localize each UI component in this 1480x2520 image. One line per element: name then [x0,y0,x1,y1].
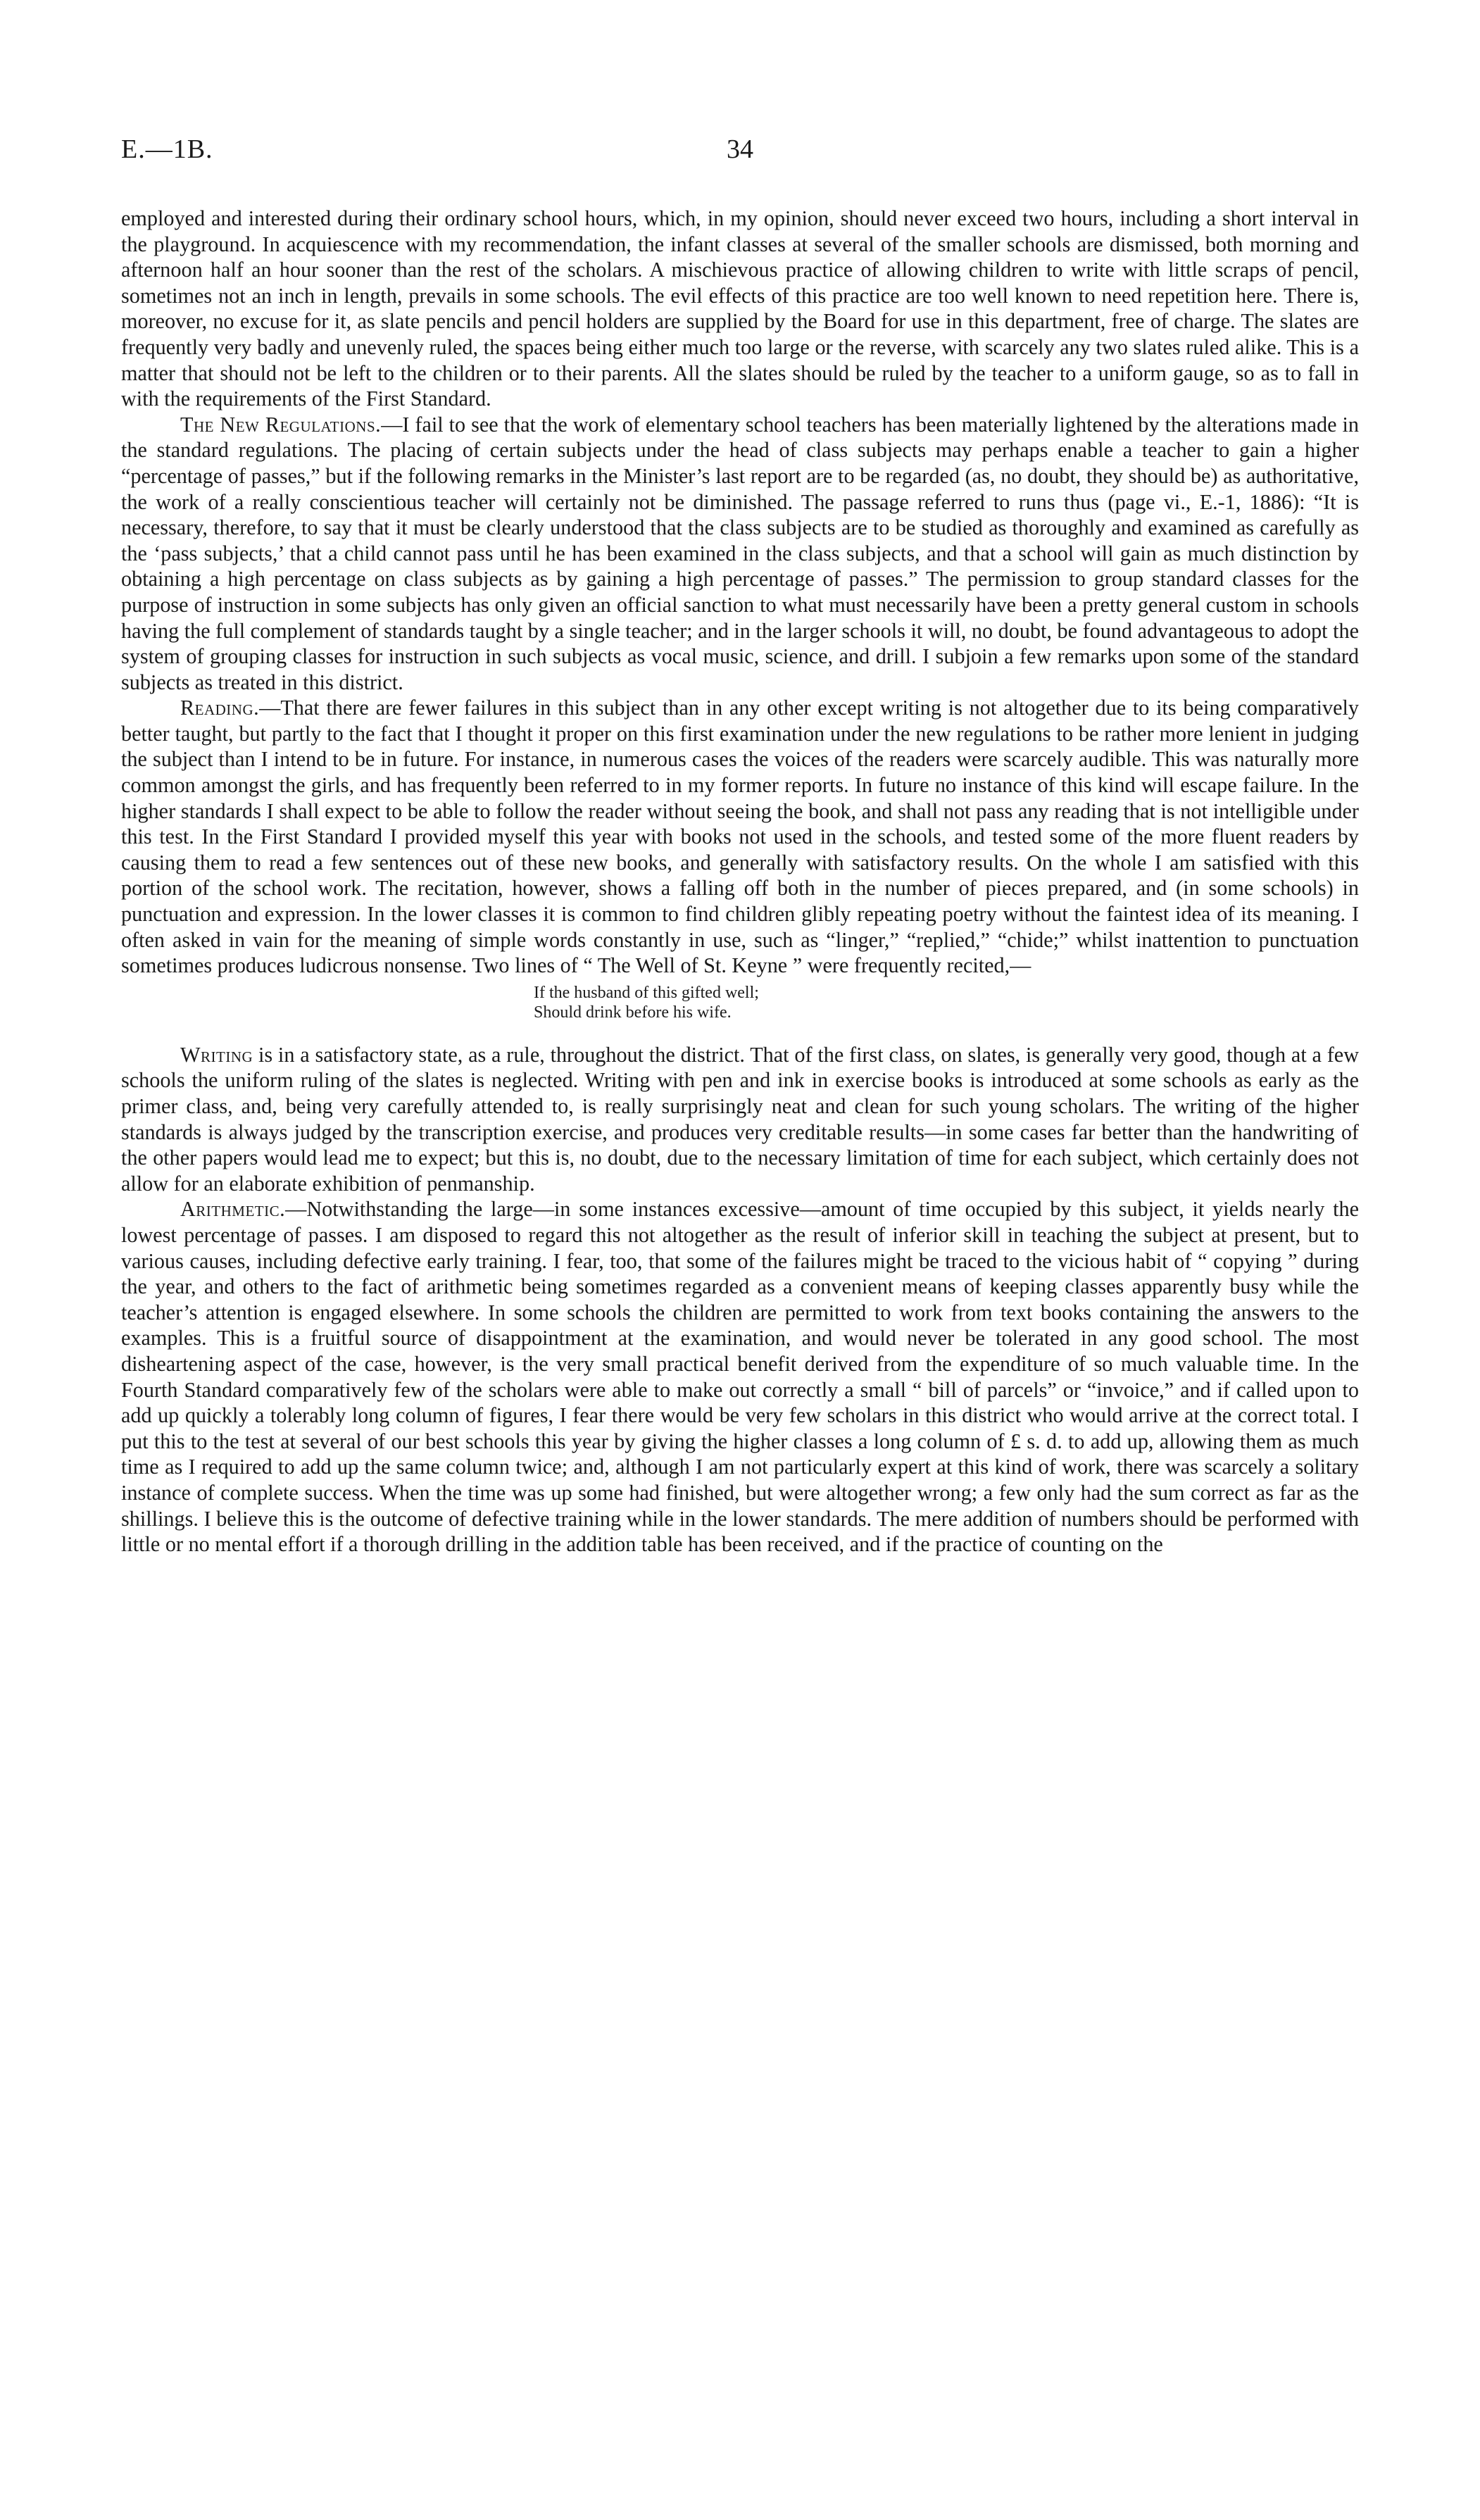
paragraph-arithmetic [121,1196,1359,1557]
paragraph-writing [121,1042,1359,1197]
paragraph-infant-classes [121,206,1359,412]
section-heading-reading: Reading. [180,696,260,720]
paragraph-new-regulations [121,412,1359,696]
report-body [121,206,1359,1557]
verse-line: Should drink before his wife. [534,1003,732,1022]
paragraph-text: employed and interested during their ordinary school hours, which, in my opinion, should never exceed two hours, including a short interval in the playground. In acquiescence with my recommendation, the infant classes at several of the smaller schools are dismissed, both morning and afternoon half an hour sooner than the rest of the scholars. A mischievous practice of allowing children to write with little scraps of pencil, sometimes not an inch in length, prevails in some schools. The evil effects of this practice are too well known to need repetition here. There is, moreover, no excuse for it, as slate pencils and pencil holders are supplied by the Board for use in this department, free of charge. The slates are frequently very badly and unevenly ruled, the spaces being either much too large or the reverse, with scarcely any two slates ruled alike. This is a matter that should not be left to the children or to their parents. All the slates should be ruled by the teacher to a uniform gauge, so as to fall in with the requirements of the First Standard. [121,206,1359,411]
verse-line: If the husband of this gifted well; [534,983,759,1002]
paragraph-reading [121,695,1359,979]
paragraph-text: is in a satisfactory state, as a rule, throughout the district. That of the first class, on slates, is generally very good, though at a few schools the uniform ruling of the slates is neglected. Writing with pen and ink in exercise books is introduced at some schools as early as the primer class, and, being very carefully attended to, is really surprisingly neat and clean for such young scholars. The writing of the higher standards is always judged by the transcription exercise, and produces very creditable results—in some cases far better than the handwriting of the other papers would lead me to expect; but this is, no doubt, due to the necessary limitation of time for each subject, which certainly does not allow for an elaborate exhibition of penmanship. [121,1042,1359,1196]
section-heading-new-regulations: The New Regulations. [180,412,382,437]
paragraph-text: —That there are fewer failures in this subject than in any other except writing is not altogether due to its being comparatively better taught, but partly to the fact that I thought it proper on this first examination under the new regulations to be rather more lenient in judging the subject than I intend to be in future. For instance, in numerous cases the voices of the readers were scarcely audible. This was naturally more common amongst the girls, and has frequently been referred to in my former reports. In future no instance of this kind will escape failure. In the higher standards I shall expect to be able to follow the reader without seeing the book, and shall not pass any reading that is not intelligible under this test. In the First Standard I provided myself this year with books not used in the schools, and tested some of the more fluent readers by causing them to read a few sentences out of these new books, and generally with satisfactory results. On the whole I am satisfied with this portion of the school work. The recitation, however, shows a falling off both in the number of pieces prepared, and (in some schools) in punctuation and expression. In the lower classes it is common to find children glibly repeating poetry without the faintest idea of its meaning. I often asked in vain for the meaning of simple words constantly in use, such as “linger,” “replied,” “chide;” whilst inattention to punctuation sometimes produces ludicrous nonsense. Two lines of “ The Well of St. Keyne ” were frequently recited,— [121,696,1359,978]
quoted-verse [121,983,1359,1022]
paragraph-text: —Notwithstanding the large—in some instances excessive—amount of time occupied by this subject, it yields nearly the lowest percentage of passes. I am disposed to regard this not altogether as the result of inferior skill in teaching the subject at present, but to various causes, including defective early training. I fear, too, that some of the failures might be traced to the vicious habit of “ copying ” during the year, and others to the fact of arithmetic being sometimes regarded as a convenient means of keeping classes apparently busy while the teacher’s attention is engaged elsewhere. In some schools the children are permitted to work from text books containing the answers to the examples. This is a fruitful source of disappointment at the examination, and would never be tolerated in any good school. The most disheartening aspect of the case, however, is the very small practical benefit derived from the expenditure of so much valuable time. In the Fourth Standard comparatively few of the scholars were able to make out correctly a small “ bill of parcels” or “invoice,” and if called upon to add up quickly a tolerably long column of figures, I fear there would be very few scholars in this district who would arrive at the correct total. I put this to the test at several of our best schools this year by giving the higher classes a long column of £ s. d. to add up, allowing them as much time as I required to add up the same column twice; and, although I am not particularly expert at this kind of work, there was scarcely a solitary instance of complete success. When the time was up some had finished, but were altogether wrong; a few only had the sum correct as far as the shillings. I believe this is the outcome of defective training while in the lower standards. The mere addition of numbers should be performed with little or no mental effort if a thorough drilling in the addition table has been received, and if the practice of counting on the [121,1197,1359,1557]
page-header [121,134,1359,176]
page-number: 34 [727,134,753,164]
section-heading-writing: Writing [180,1042,253,1067]
paragraph-text: —I fail to see that the work of elementary school teachers has been materially lightened by the alterations made in the standard regulations. The placing of certain subjects under the head of class subjects may perhaps enable a teacher to gain a higher “percentage of passes,” but if the following remarks in the Minister’s last report are to be regarded (as, no doubt, they should be) as authoritative, the work of a really conscientious teacher will certainly not be diminished. The passage referred to runs thus (page vi., E.-1, 1886): “It is necessary, therefore, to say that it must be clearly understood that the class subjects are to be studied as thoroughly and examined as carefully as the ‘pass subjects,’ that a child cannot pass until he has been examined in the class subjects, and that a school will gain as much distinction by obtaining a high percentage on class subjects as by gaining a high percentage of passes.” The permission to group standard classes for the purpose of instruction in some subjects has only given an official sanction to what must necessarily have been a pretty general custom in schools having the full complement of standards taught by a single teacher; and in the larger schools it will, no doubt, be found advantageous to adopt the system of grouping classes for instruction in such subjects as vocal music, science, and drill. I subjoin a few remarks upon some of the standard subjects as treated in this district. [121,412,1360,694]
section-heading-arithmetic: Arithmetic. [180,1197,286,1222]
document-reference: E.—1B. [121,134,213,164]
